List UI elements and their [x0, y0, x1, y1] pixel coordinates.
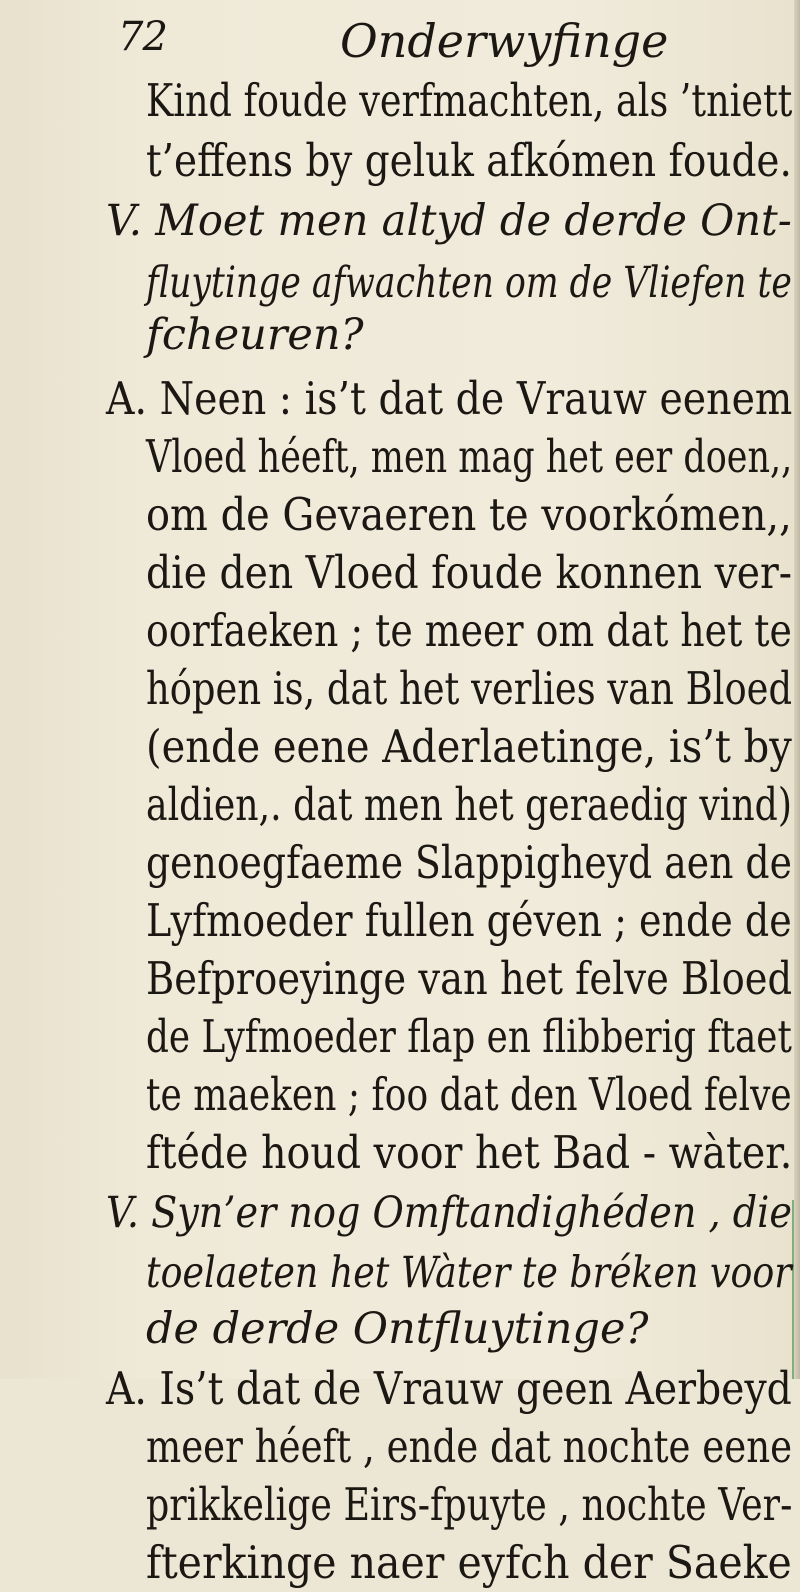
text-line: genoegfaeme Slappigheyd aen de	[146, 836, 792, 889]
question-line: de derde Ontfluytinge?	[146, 1304, 649, 1354]
question-line: toelaeten het Wàter te bréken voor	[146, 1248, 792, 1298]
running-head: Onderwyfinge	[340, 14, 669, 68]
text-line: te maeken ; foo dat den Vloed felve	[146, 1068, 792, 1121]
question-line: fluytinge afwachten om de Vliefen te	[146, 258, 792, 308]
text-line: Befproeyinge van het felve Bloed	[146, 952, 793, 1005]
text-line: fterkinge naer eyfch der Saeke	[146, 1536, 792, 1589]
text-line: hópen is, dat het verlies van Bloed	[146, 662, 793, 715]
question-line: fcheuren?	[146, 310, 364, 360]
text-line: Kind foude verfmachten, als ’tniett	[146, 74, 793, 127]
page-header	[118, 10, 758, 70]
text-line: (ende eene Aderlaetinge, is’t by	[146, 720, 792, 773]
page-edge-mark	[792, 1200, 794, 1379]
question-line: V. Moet men altyd de derde Ont-	[106, 196, 792, 246]
text-line: die den Vloed foude konnen ver-	[146, 546, 793, 599]
text-line: Lyfmoeder fullen géven ; ende de	[146, 894, 792, 947]
text-line: oorfaeken ; te meer om dat het te	[146, 604, 792, 657]
text-line: meer héeft , ende dat nochte eene	[146, 1420, 793, 1473]
text-line: aldien,. dat men het geraedig vind)	[146, 778, 792, 831]
text-line: de Lyfmoeder flap en flibberig ftaet	[146, 1010, 792, 1063]
text-line: om de Gevaeren te voorkómen,,	[146, 488, 792, 541]
text-line: Vloed héeft, men mag het eer doen,,	[146, 430, 793, 483]
text-line: ftéde houd voor het Bad - wàter.	[146, 1126, 793, 1179]
text-line: prikkelige Eirs-fpuyte , nochte Ver-	[146, 1478, 793, 1531]
page-edge	[794, 0, 800, 1379]
page-number: 72	[118, 14, 167, 60]
text-line: t’effens by geluk afkómen foude.	[146, 134, 792, 187]
question-line: V. Syn’er nog Omftandighéden , die	[106, 1188, 792, 1238]
answer-line: A. Is’t dat de Vrauw geen Aerbeyd	[106, 1362, 792, 1415]
answer-line: A. Neen : is’t dat de Vrauw eenem	[106, 372, 793, 425]
